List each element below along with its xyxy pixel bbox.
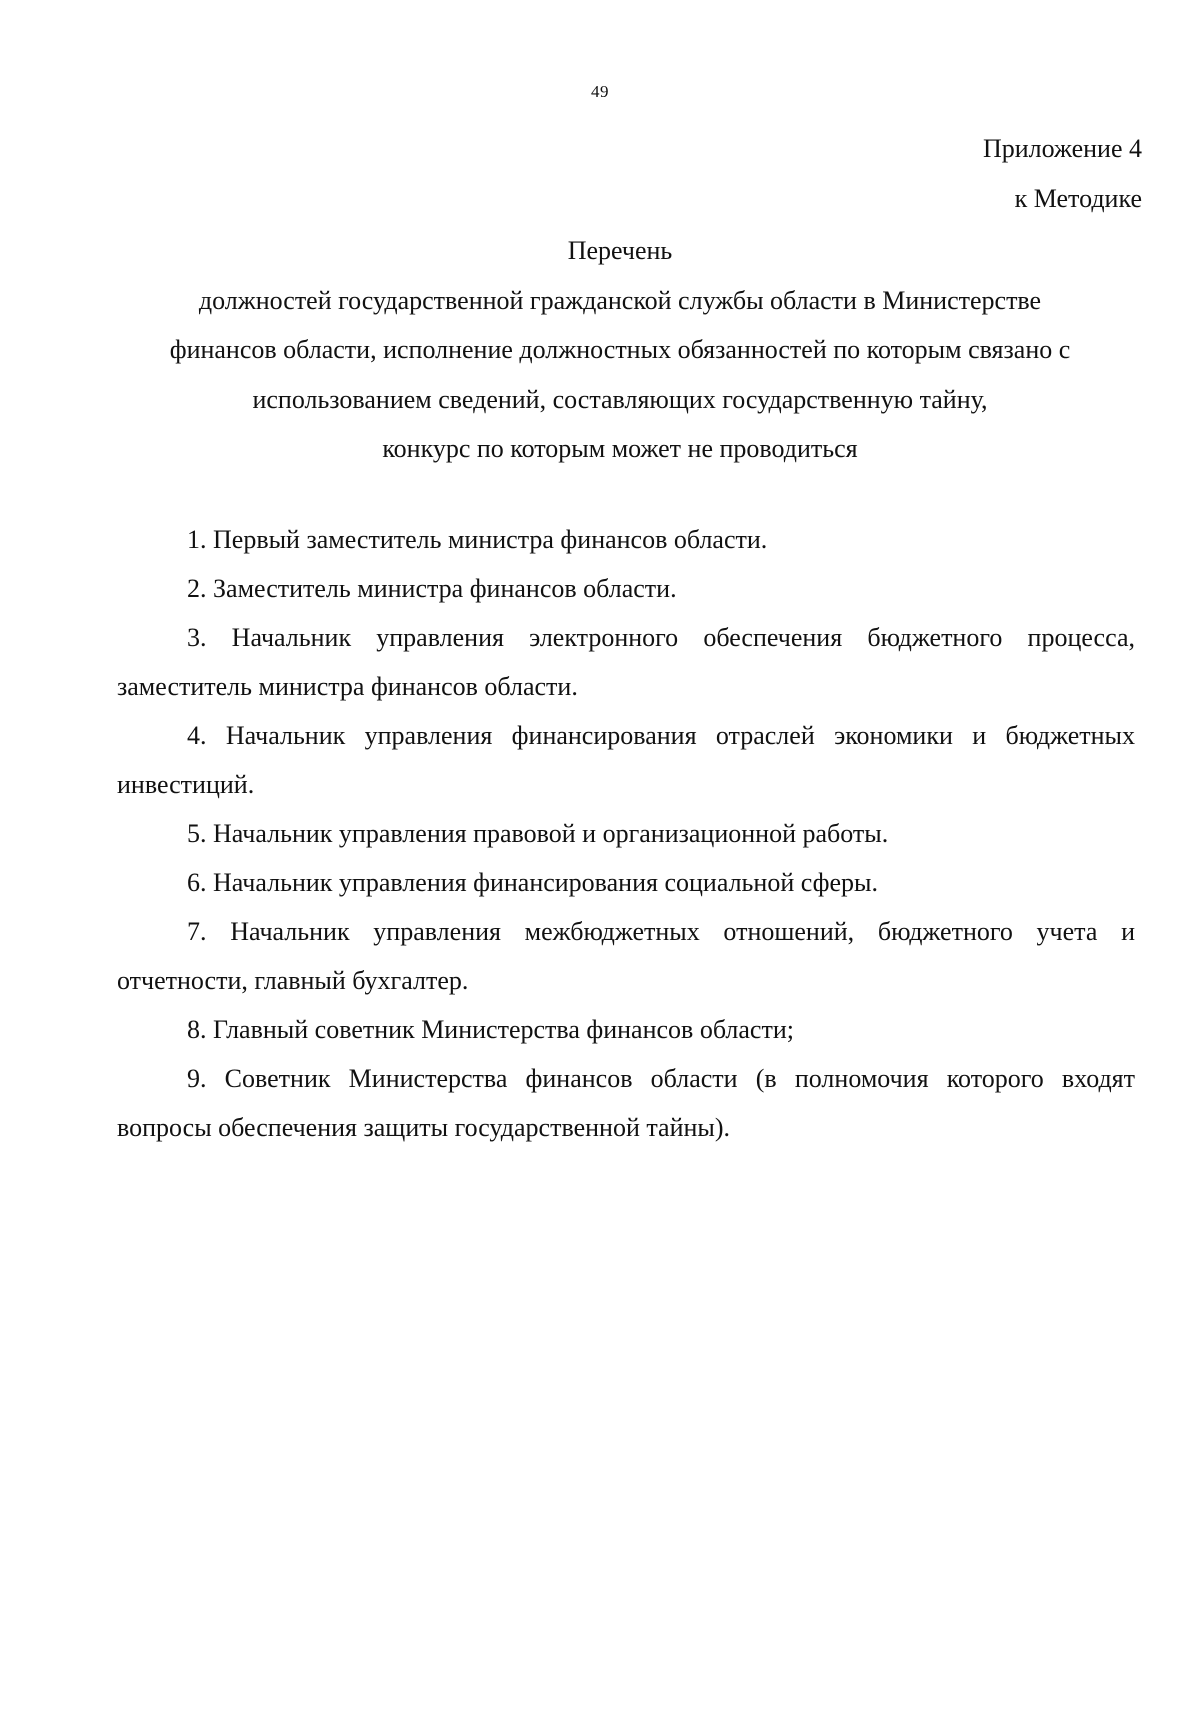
page-number: 49 [591, 82, 609, 101]
appendix-reference [983, 124, 1142, 224]
appendix-label: Приложение 4 [982, 134, 1142, 163]
list-item: 6. Начальник управления финансирования социальной сферы. [187, 868, 878, 897]
title-line: конкурс по которым может не проводиться [382, 434, 858, 463]
list-item: 2. Заместитель министра финансов области. [187, 574, 677, 603]
title-line: использованием сведений, составляющих государственную тайну, [252, 384, 988, 414]
document-title [118, 226, 1122, 474]
list-item: 7. Начальник управления межбюджетных отношений, бюджетного учета и отчетности, главный бухгалтер. [117, 917, 1135, 995]
list-item: 4. Начальник управления финансирования отраслей экономики и бюджетных инвестиций. [117, 721, 1135, 799]
list-item: 1. Первый заместитель министра финансов области. [187, 525, 768, 554]
list-item: 9. Советник Министерства финансов области (в полномочия которого входят вопросы обеспечения защиты государственной тайны). [117, 1064, 1135, 1142]
title-line: финансов области, исполнение должностных обязанностей по которым связано с [169, 335, 1071, 364]
list-item: 5. Начальник управления правовой и организационной работы. [187, 819, 889, 848]
list-item: 3. Начальник управления электронного обеспечения бюджетного процесса, заместитель министра финансов области. [117, 623, 1135, 701]
title-heading: Перечень [567, 236, 673, 265]
positions-list [117, 515, 1135, 1152]
list-item: 8. Главный советник Министерства финансов области; [187, 1015, 794, 1044]
title-line: должностей государственной гражданской службы области в Министерстве [198, 285, 1042, 315]
appendix-target: к Методике [1014, 184, 1142, 213]
